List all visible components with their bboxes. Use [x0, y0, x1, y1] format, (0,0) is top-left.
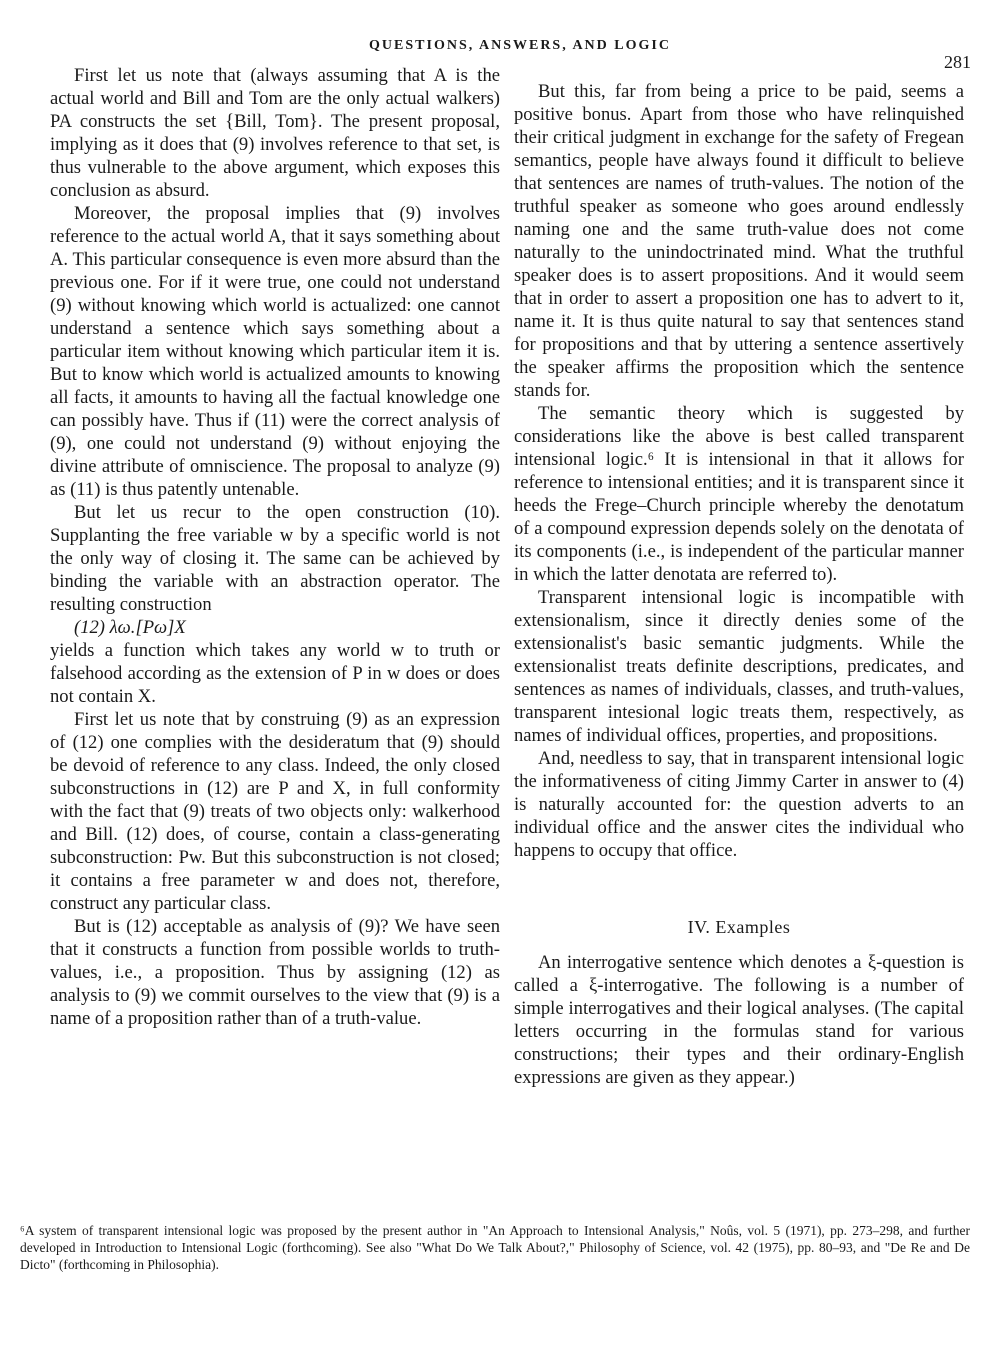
paragraph: An interrogative sentence which denotes a ξ-question is called a ξ-interrogative. The following is a number of simple interrogatives and their logical analyses. (The capital letters occurring in the formulas stand for various constructions; their types and their ordinary-English expressions are given as they appear.)	[514, 952, 964, 1088]
paragraph: But let us recur to the open construction (10). Supplanting the free variable w by a specific world is not the only way of closing it. The same can be achieved by binding the variable with an abstraction operator. The resulting construction	[50, 502, 500, 615]
footnote	[20, 1222, 970, 1273]
running-head: QUESTIONS, ANSWERS, AND LOGIC	[369, 38, 671, 53]
section-heading: IV. Examples	[687, 917, 791, 937]
paragraph: The semantic theory which is suggested by considerations like the above is best called transparent intensional logic.⁶ It is intensional in that it allows for reference to intensional entities; and it is transparent since it heeds the Frege–Church principle whereby the denotatum of a compound expression depends solely on the denotata of its components (i.e., is independent of the particular manner in which the latter denotata are referred to).	[514, 403, 964, 585]
paragraph: But is (12) acceptable as analysis of (9)? We have seen that it constructs a function from possible worlds to truth-values, i.e., a proposition. Thus by assigning (12) as analysis to (9) we commit ourselves to the view that (9) is a name of a proposition rather than of a truth-value.	[50, 916, 500, 1029]
formula-12: (12) λω.[Pω]X	[74, 617, 186, 638]
paragraph: But this, far from being a price to be paid, seems a positive bonus. Apart from those who have relinquished their critical judgment in exchange for the safety of Fregean semantics, people have always found it difficult to believe that sentences are names of truth-values. The notion of the truthful speaker as someone who goes around endlessly naming one and the same truth-value does not come naturally to the unindoctrinated mind. What the truthful speaker does is to assert propositions. And it would seem that in order to assert a proposition one has to advert to it, name it. It is thus quite natural to say that sentences stand for propositions and that by uttering a sentence assertively the speaker affirms the proposition which the sentence stands for.	[514, 81, 964, 401]
paragraph: yields a function which takes any world w to truth or falsehood according as the extension of P in w does or does not contain X.	[50, 640, 500, 707]
right-column	[514, 80, 964, 1089]
footnote-text: ⁶A system of transparent intensional logic was proposed by the present author in "An Approach to Intensional Analysis," Noûs, vol. 5 (1971), pp. 273–298, and further developed in Introduction to Intensional Logic (forthcoming). See also "What Do We Talk About?," Philosophy of Science, vol. 42 (1975), pp. 80–93, and "De Re and De Dicto" (forthcoming in Philosophia).	[20, 1223, 970, 1272]
paragraph: Transparent intensional logic is incompatible with extensionalism, since it directly denies some of the extensionalist's basic semantic judgments. While the extensionalist treats definite descriptions, predicates, and sentences as names of individuals, classes, and truth-values, transparent intesional logic treats them, respectively, as names of individual offices, properties, and propositions.	[514, 587, 964, 746]
paragraph: Moreover, the proposal implies that (9) involves reference to the actual world A, that it says something about A. This particular consequence is even more absurd than the previous one. For if it were true, one could not understand (9) without knowing which world is actualized: one cannot understand a sentence which says something about a particular item without knowing which particular item it is. But to know which world is actualized amounts to knowing all facts, it amounts to having all the factual knowledge one can possibly have. Thus if (11) were the correct analysis of (9), one could not understand (9) without enjoying the divine attribute of omniscience. The proposal to analyze (9) as (11) is thus patently untenable.	[50, 203, 500, 500]
page-number: 281	[944, 52, 971, 72]
paragraph: First let us note that (always assuming that A is the actual world and Bill and Tom are the only actual walkers) PA constructs the set {Bill, Tom}. The present proposal, implying as it does that (9) involves reference to that set, is thus vulnerable to the above argument, which exposes this conclusion as absurd.	[50, 65, 500, 201]
paragraph: And, needless to say, that in transparent intensional logic the informativeness of citing Jimmy Carter in answer to (4) is naturally accounted for: the question adverts to an individual office and the answer cites the individual who happens to occupy that office.	[514, 748, 964, 861]
paragraph: First let us note that by construing (9) as an expression of (12) one complies with the desideratum that (9) should be devoid of reference to any class. Indeed, the only closed subconstructions in (12) are P and X, in full conformity with the fact that (9) treats of two objects only: walkerhood and Bill. (12) does, of course, contain a class-generating subconstruction: Pw. But this subconstruction is not closed; it contains a free parameter w and does not, therefore, construct any particular class.	[50, 709, 500, 914]
left-column	[50, 64, 500, 1030]
